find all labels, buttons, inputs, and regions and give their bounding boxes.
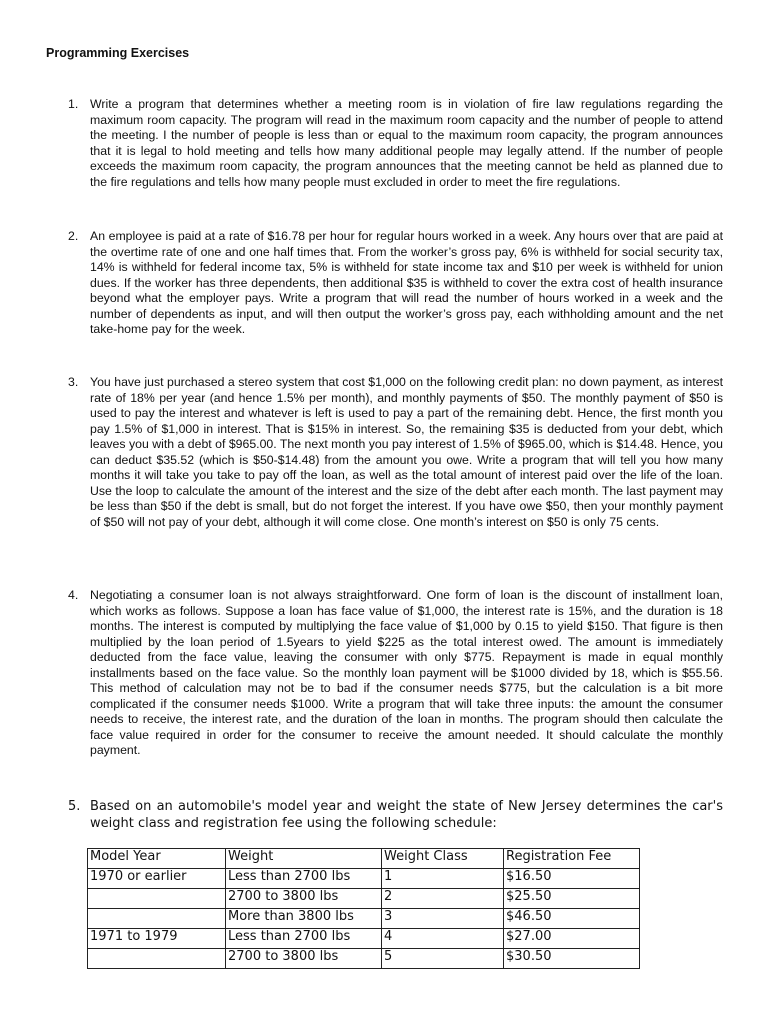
table-cell: 1 — [382, 869, 504, 889]
exercise-number: 1. — [68, 97, 79, 111]
exercise-5 — [68, 799, 723, 832]
exercise-1 — [68, 97, 723, 190]
table-row — [88, 929, 640, 949]
table-cell: $46.50 — [504, 909, 640, 929]
header-cell: Model Year — [88, 849, 226, 869]
exercise-2 — [68, 229, 723, 338]
table-cell: 5 — [382, 949, 504, 969]
table-cell: 2700 to 3800 lbs — [226, 889, 382, 909]
exercise-number: 3. — [68, 375, 79, 389]
table-cell: Less than 2700 lbs — [226, 869, 382, 889]
table-header-row — [88, 849, 640, 869]
registration-fee-table — [87, 848, 640, 969]
table-cell: 2700 to 3800 lbs — [226, 949, 382, 969]
table-row — [88, 889, 640, 909]
table-row — [88, 949, 640, 969]
table-cell: $30.50 — [504, 949, 640, 969]
exercise-text: Negotiating a consumer loan is not always straightforward. One form of loan is the discount of installment loan, which works as follows. Suppose a loan has face value of $1,000, the interest rate is 15%, and the duration is 18 months. The interest is computed by multiplying the face value of $1,000 by 0.15 to yield $150. That figure is then multiplied by the loan period of 1.5years to yield $225 as the total interest owed. The amount is immediately deducted from the face value, leaving the consumer with only $775. Repayment is made in equal monthly installments based on the face value. So the monthly loan payment will be $1000 divided by 18, which is $55.56. This method of calculation may not be to bad if the consumer needs $775, but the calculation is a bit more complicated if the consumer needs $1000. Write a program that will take three inputs: the amount the consumer needs to receive, the interest rate, and the duration of the loan in months. The program should then calculate the face value required in order for the consumer to receive the amount needed. It should calculate the monthly payment. — [90, 588, 723, 757]
exercise-text: Based on an automobile's model year and weight the state of New Jersey determines the car's weight class and registration fee using the following schedule: — [90, 799, 723, 831]
exercise-number: 2. — [68, 229, 79, 243]
table-cell: More than 3800 lbs — [226, 909, 382, 929]
table-cell — [88, 889, 226, 909]
exercise-number: 5. — [68, 799, 81, 814]
table-cell — [88, 949, 226, 969]
table-cell — [88, 909, 226, 929]
table-cell: $25.50 — [504, 889, 640, 909]
header-cell: Weight Class — [382, 849, 504, 869]
table-cell: 1970 or earlier — [88, 869, 226, 889]
table-cell: $16.50 — [504, 869, 640, 889]
exercise-4 — [68, 588, 723, 759]
exercise-text: Write a program that determines whether a meeting room is in violation of fire law regulations regarding the maximum room capacity. The program will read in the maximum room capacity and the number of people to attend the meeting. I the number of people is less than or equal to the maximum room capacity, the program announces that it is legal to hold meeting and tells how many additional people may legally attend. If the number of people exceeds the maximum room capacity, the program announces that the meeting cannot be held as planned due to the fire regulations and tells how many people must excluded in order to meet the fire regulations. — [90, 97, 723, 189]
exercise-text: You have just purchased a stereo system that cost $1,000 on the following credit plan: no down payment, as interest rate of 18% per year (and hence 1.5% per month), and monthly payments of $50. The monthly payment of $50 is used to pay the interest and whatever is left is used to pay a part of the remaining debt. Hence, the first month you pay 1.5% of $1,000 in interest. That is $15% in interest. So, the remaining $35 is deducted from your debt, which leaves you with a debt of $965.00. The next month you pay interest of 1.5% of $965.00, which is $14.48. Hence, you can deduct $35.52 (which is $50-$14.48) from the amount you owe. Write a program that will tell you how many months it will take you take to pay off the loan, as well as the total amount of interest paid over the life of the loan. Use the loop to calculate the amount of the interest and the size of the debt after each month. The last payment may be less than $50 if the debt is small, but do not forget the interest. If you have owe $50, then your monthly payment of $50 will not pay of your debt, although it will come close. One month’s interest on $50 is only 75 cents. — [90, 375, 723, 529]
header-cell: Weight — [226, 849, 382, 869]
table-cell: 3 — [382, 909, 504, 929]
table-cell: 2 — [382, 889, 504, 909]
exercise-number: 4. — [68, 588, 79, 602]
table-row — [88, 869, 640, 889]
page-title: Programming Exercises — [46, 46, 190, 60]
table-cell: Less than 2700 lbs — [226, 929, 382, 949]
table-row — [88, 909, 640, 929]
exercise-text: An employee is paid at a rate of $16.78 per hour for regular hours worked in a week. Any hours over that are paid at the overtime rate of one and one half times that. From the worker’s gross pay, 6% is withheld for social security tax, 14% is withheld for federal income tax, 5% is withheld for state income tax and $10 per week is withheld for union dues. If the worker has three dependents, then additional $35 is withheld to cover the extra cost of health insurance beyond what the employer pays. Write a program that will read the number of hours worked in a week and the number of dependents as input, and will then output the worker’s gross pay, each withholding amount and the net take-home pay for the week. — [90, 229, 723, 336]
header-cell: Registration Fee — [504, 849, 640, 869]
table-cell: $27.00 — [504, 929, 640, 949]
table-cell: 1971 to 1979 — [88, 929, 226, 949]
exercise-3 — [68, 375, 723, 530]
table-cell: 4 — [382, 929, 504, 949]
